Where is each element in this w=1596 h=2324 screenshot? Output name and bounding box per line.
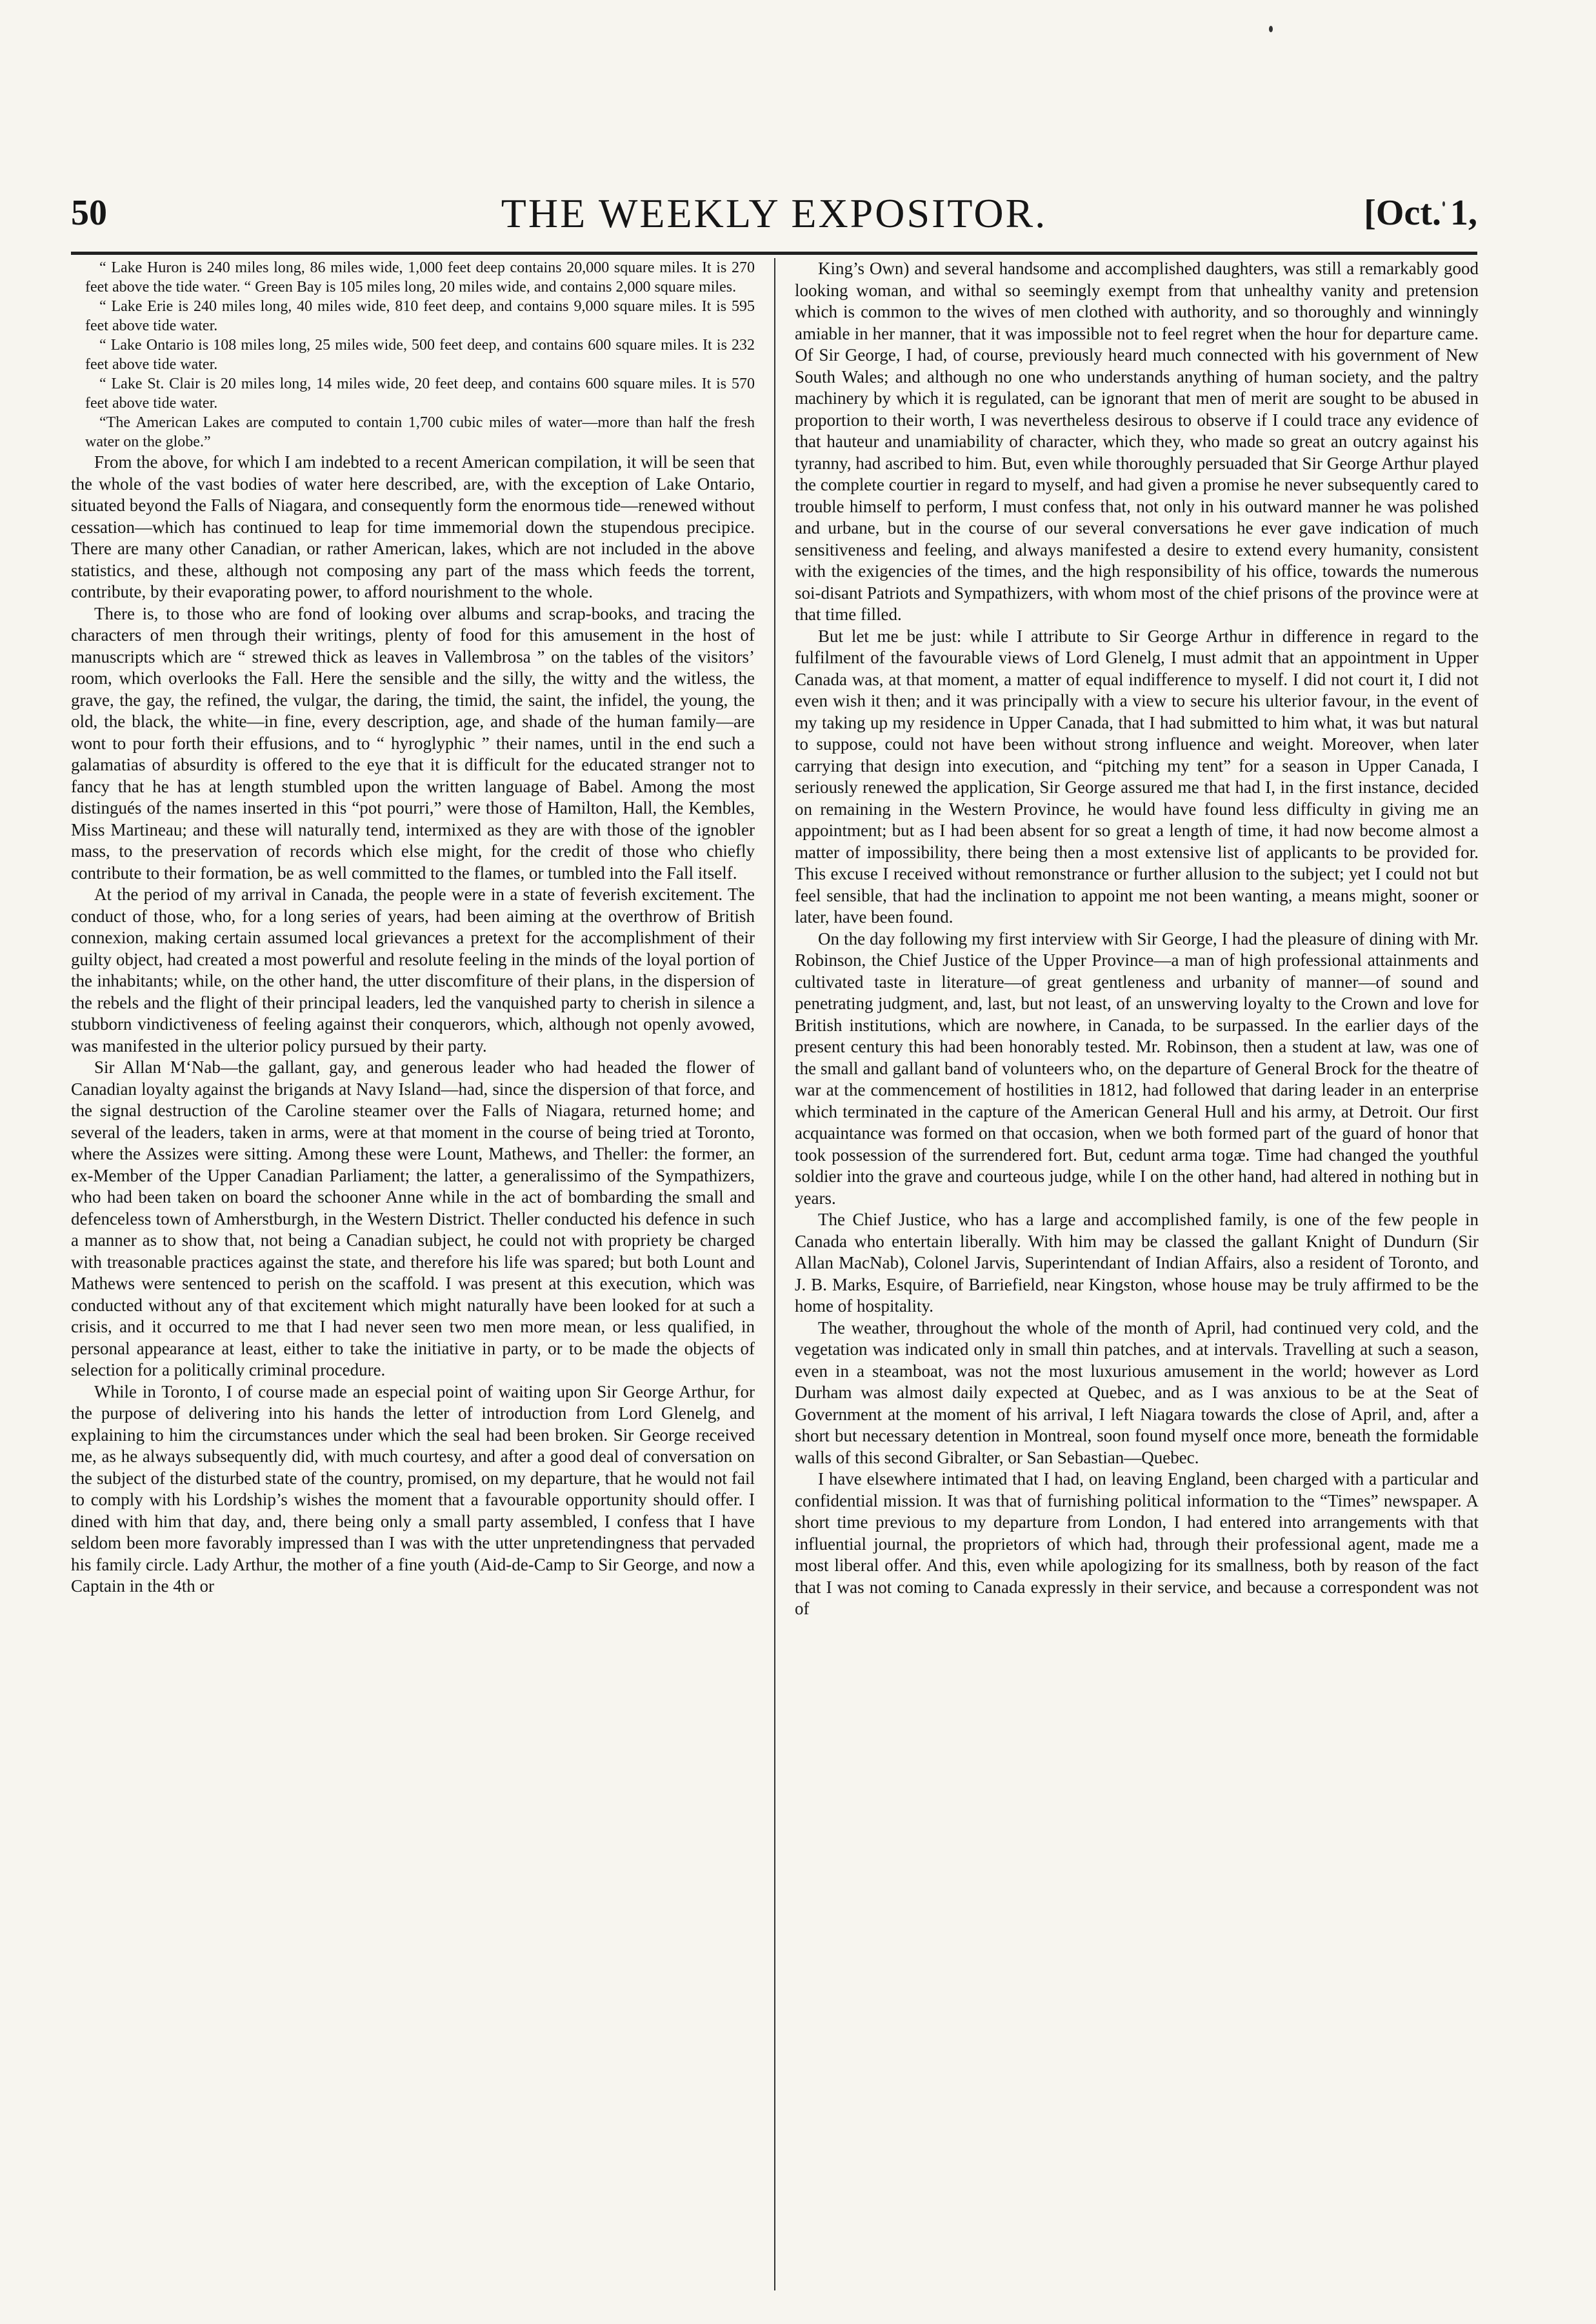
publication-title: THE WEEKLY EXPOSITOR. [501, 190, 1048, 236]
article-paragraph: There is, to those who are fond of looking over albums and scrap-books, and tracing the characters of men through their writings, plenty of food for this amusement in the host of manuscripts which are “ strewed thick as leaves in Vallembrosa ” on the tables of the visitors’ room, which overlooks the Fall. Here the sensible and the silly, the witty and the witless, the grave, the gay, the refined, the vulgar, the daring, the timid, the saint, the infidel, the young, the old, the black, the white—in fine, every description, age, and shade of the human family—are wont to pour forth their effusions, and to “ hyroglyphic ” their names, until in the end such a galamatias of absurdity is offered to the eye that it is difficult for the educated stranger not to fancy that he has at length stumbled upon the written language of Babel. Among the most distingués of the names inserted in this “pot pourri,” were those of Hamilton, Hall, the Kembles, Miss Martineau; and these will naturally tend, intermixed as they are with those of the ignobler mass, to the preservation of records which else might, for the credit of those who chiefly contribute to their formation, be as well committed to the flames, or tumbled into the Fall itself. [71, 603, 755, 883]
lake-statistics-quote: “The American Lakes are computed to contain 1,700 cubic miles of water—more than half the fresh water on the globe.” [85, 414, 755, 450]
article-paragraph: The Chief Justice, who has a large and accomplished family, is one of the few people in Canada who entertain liberally. With him may be classed the gallant Knight of Dundurn (Sir Allan MacNab), Colonel Jarvis, Superintendant of Indian Affairs, also a resident of Toronto, and J. B. Marks, Esquire, of Barriefield, near Kingston, whose house may be truly affirmed to be the home of hospitality. [795, 1210, 1479, 1316]
lake-statistics-quote: “ Lake St. Clair is 20 miles long, 14 miles wide, 20 feet deep, and contains 600 square miles. It is 570 feet above tide water. [85, 376, 755, 412]
lake-statistics-quote: “ Lake Huron is 240 miles long, 86 miles wide, 1,000 feet deep contains 20,000 square miles. It is 270 feet above the tide water. “ Green Bay is 105 miles long, 20 miles wide, and contains 2,000 square miles. [85, 259, 755, 296]
left-column [71, 258, 755, 2290]
article-paragraph: At the period of my arrival in Canada, the people were in a state of feverish excitement. The conduct of those, who, for a long series of years, had been aiming at the overthrow of British connexion, making certain assumed local grievances a pretext for the accomplishment of their guilty object, had created a most powerful and resolute feeling in the minds of the loyal portion of the inhabitants; while, on the other hand, the utter discomfiture of their plans, in the dispersion of the rebels and the flight of their principal leaders, led the vanquished party to cherish in silence a stubborn vindictiveness of feeling against their conquerors, which, although not openly avowed, was manifested in the ulterior policy pursued by their party. [71, 885, 755, 1056]
article-paragraph: But let me be just: while I attribute to Sir George Arthur in difference in regard to the fulfilment of the favourable views of Lord Glenelg, I must admit that an appointment in Upper Canada was, at that moment, a matter of equal indifference to myself. I did not court it, I did not even wish it then; and it was principally with a view to secure his ulterior favour, in the event of my taking up my residence in Upper Canada, that I had submitted to him what, it was but natural to suppose, could not have been without strong influence and weight. Moreover, when later carrying that design into execution, and “pitching my tent” for a season in Upper Canada, I seriously renewed the application, Sir George assured me that had I, in the first instance, decided on remaining in the Western Province, he would have found less difficulty in giving me an appointment; but as I had been absent for so great a length of time, it had now become almost a matter of impossibility, there being then a most extensive list of applicants to be provided for. This excuse I received without remonstrance or further allusion to the subject; yet I could not but feel sensible, that had the inclination to appoint me not been wanting, a means might, sooner or later, have been found. [795, 626, 1479, 927]
right-column [795, 258, 1479, 2290]
article-paragraph: From the above, for which I am indebted to a recent American compilation, it will be seen that the whole of the vast bodies of water here described, are, with the exception of Lake Ontario, situated beyond the Falls of Niagara, and consequently form the enormous tide—renewed without cessation—which has continued to leap for time immemorial down the stupendous precipice. There are many other Canadian, or rather American, lakes, which are not included in the above statistics, and these, although not composing any part of the mass which feeds the torrent, contribute, by their evaporating power, to afford nourishment to the whole. [71, 452, 755, 601]
article-paragraph: On the day following my first interview with Sir George, I had the pleasure of dining with Mr. Robinson, the Chief Justice of the Upper Province—a man of high professional attainments and cultivated taste in literature—of great gentleness and urbanity of manner—of sound and penetrating judgment, and, last, but not least, of an unswerving loyalty to the Crown and love for British institutions, which are nowhere, in Canada, to be surpassed. In the earlier days of the present century this had been honorably tested. Mr. Robinson, then a student at law, was one of the small and gallant band of volunteers who, on the departure of General Brock for the theatre of war at the commencement of hostilities in 1812, had followed that daring leader in an enterprise which terminated in the capture of the American General Hull and his army, at Detroit. Our first acquaintance was formed on that occasion, when we both formed part of the guard of honor that took possession of the surrendered fort. But, cedunt arma togæ. Time had changed the youthful soldier into the grave and courteous judge, while I on the other hand, had altered in nothing but in years. [795, 928, 1479, 1208]
lake-statistics-quote: “ Lake Ontario is 108 miles long, 25 miles wide, 500 feet deep, and contains 600 square miles. It is 232 feet above tide water. [85, 337, 755, 373]
article-paragraph: Sir Allan M‘Nab—the gallant, gay, and generous leader who had headed the flower of Canadian loyalty against the brigands at Navy Island—had, since the dispersion of that force, and the signal destruction of the Caroline steamer over the Falls of Niagara, returned home; and several of the leaders, taken in arms, were at that moment in the course of being tried at Toronto, where the Assizes were sitting. Among these were Lount, Mathews, and Theller: the former, an ex-Member of the Upper Canadian Parliament; the latter, a generalissimo of the Sympathizers, who had been taken on board the schooner Anne while in the act of bombarding the small and defenceless town of Amherstburgh, in the Western District. Theller conducted his defence in such a manner as to show that, not being a Canadian subject, he could not with propriety be charged with treasonable practices against the state, and therefore his life was spared; but both Lount and Mathews were sentenced to perish on the scaffold. I was present at this execution, which was conducted without any of that excitement which might naturally have been looked for at such a crisis, and it occurred to me that I had never seen two men more mean, or less qualified, in personal appearance at least, either to take the initiative in party, or to be made the objects of selection for a politically criminal procedure. [71, 1057, 755, 1379]
article-paragraph: The weather, throughout the whole of the month of April, had continued very cold, and the vegetation was indicated only in small thin patches, and at intervals. Travelling at such a season, even in a steamboat, was not the most luxurious amusement in the world; however as Lord Durham was almost daily expected at Quebec, and as I was anxious to be at the Seat of Government at the moment of his arrival, I left Niagara towards the close of April, and, after a short but necessary detention in Montreal, soon found myself once more, beneath the formidable walls of this second Gibralter, or San Sebastian—Quebec. [795, 1317, 1479, 1467]
speck-mark [1269, 26, 1273, 32]
issue-date: [Oct. 1, [1364, 193, 1477, 233]
page-header [71, 187, 1477, 255]
article-paragraph: I have elsewhere intimated that I had, on leaving England, been charged with a particular and confidential mission. It was that of furnishing political information to the “Times” newspaper. A short time previous to my departure from London, I had entered into arrangements with that influential journal, the proprietors of which had, through their professional agent, made me a most liberal offer. And this, even while apologizing for its smallness, both by reason of the fact that I was not coming to Canada expressly in their service, and because a correspondent was not of [795, 1469, 1479, 1618]
article-paragraph: King’s Own) and several handsome and accomplished daughters, was still a remarkably good looking woman, and withal so seemingly exempt from that unhealthy vanity and pretension which is common to the wives of men clothed with authority, and so thoroughly and winningly amiable in her manner, that it was impossible not to feel regret when the hour for departure came. Of Sir George, I had, of course, previously heard much connected with his government of New South Wales; and although no one who understands anything of human society, and the paltry machinery by which it is regulated, can be ignorant that men of merit are sought to be abused in proportion to their worth, I was nevertheless desirous to observe if I could trace any evidence of that hauteur and unamiability of character, which they, who made so great an outcry against his tyranny, had ascribed to him. But, even while thoroughly persuaded that Sir George Arthur played the complete courtier in regard to myself, and had given a promise he never subsequently cared to trouble himself to perform, I must confess that, not only in his outward manner he was polished and urbane, but in the course of our several conversations he ever gave indication of much sensitiveness and feeling, and always manifested a desire to extend every humanity, consistent with the exigencies of the times, and the high responsibility of his office, towards the numerous soi-disant Patriots and Sympathizers, with whom most of the chief prisons of the province were at that time filled. [795, 259, 1479, 624]
article-paragraph: While in Toronto, I of course made an especial point of waiting upon Sir George Arthur, for the purpose of delivering into his hands the letter of introduction from Lord Glenelg, and explaining to him the circumstances under which the seal had been broken. Sir George received me, as he always subsequently did, with much courtesy, and after a good deal of conversation on the subject of the disturbed state of the country, promised, on my departure, that he would not fail to comply with his Lordship’s wishes the moment that a favourable opportunity should offer. I dined with him that day, and, there being only a small party assembled, I confess that I have seldom been more favorably impressed than I was with the utter unpretendingness that pervaded his family circle. Lady Arthur, the mother of a fine youth (Aid-de-Camp to Sir George, and now a Captain in the 4th or [71, 1381, 755, 1596]
lake-statistics-quote: “ Lake Erie is 240 miles long, 40 miles wide, 810 feet deep, and contains 9,000 square miles. It is 595 feet above tide water. [85, 298, 755, 334]
page-number: 50 [71, 193, 107, 233]
column-divider [774, 258, 775, 2290]
